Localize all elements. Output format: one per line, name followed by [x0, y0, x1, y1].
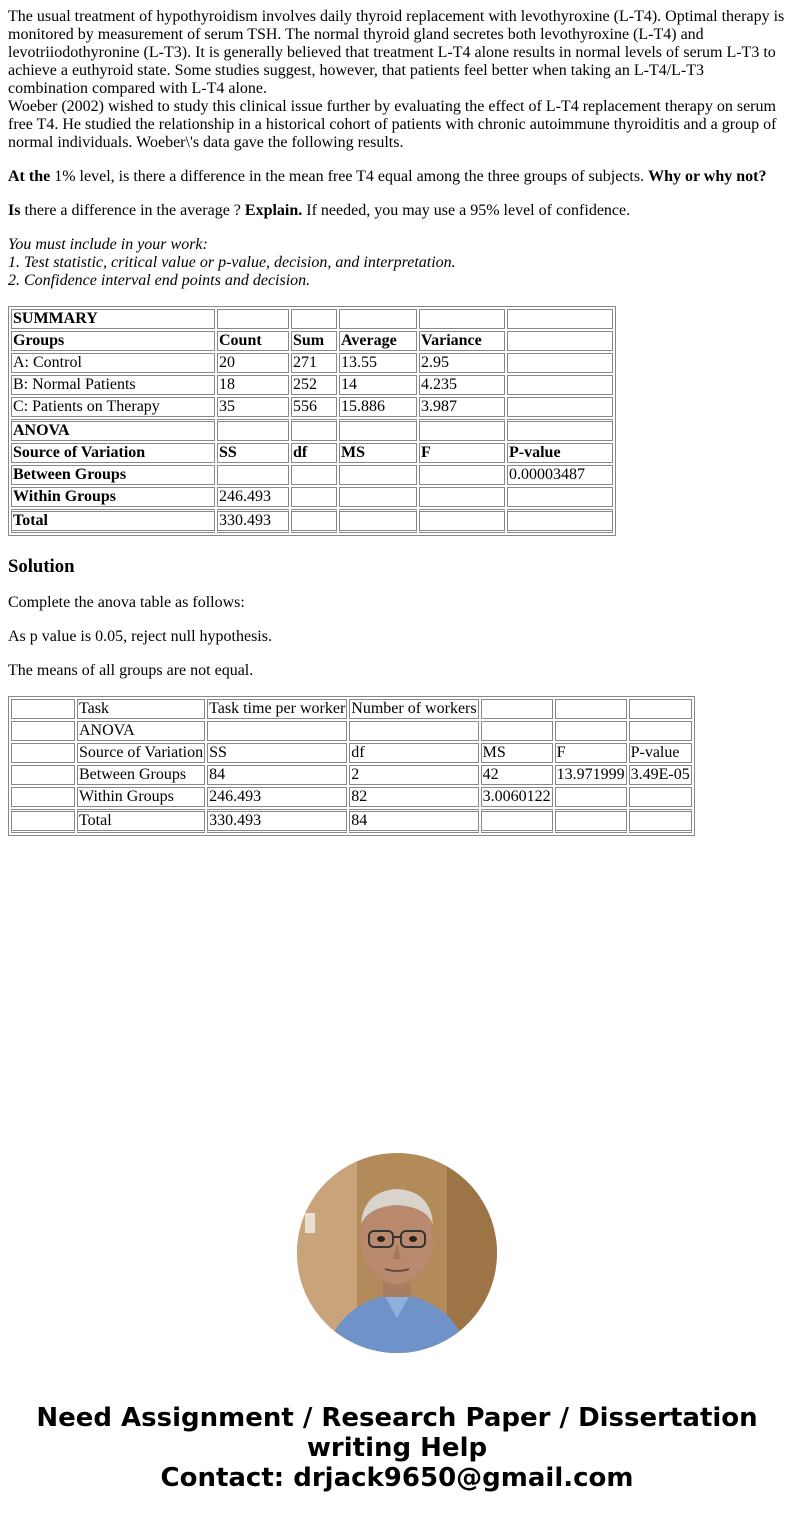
- table-cell: [419, 309, 505, 329]
- table-cell: B: Normal Patients: [11, 375, 215, 395]
- table-cell: SS: [217, 443, 289, 463]
- question-2-text: there a difference in the average ?: [20, 202, 245, 219]
- footer-line-1: Need Assignment / Research Paper / Dissertation: [36, 1403, 758, 1433]
- table-cell: [11, 743, 75, 763]
- table-cell: 3.49E-05: [630, 766, 690, 783]
- table-cell: [291, 487, 337, 507]
- table-cell: 2.95: [419, 353, 505, 373]
- table-cell: [629, 721, 692, 741]
- instruction-line-1: You must include in your work:: [8, 236, 208, 253]
- table-cell: 246.493: [217, 487, 289, 507]
- avatar: [297, 1153, 497, 1353]
- summary-anova-table: [8, 306, 616, 536]
- table-cell: 3.0060122: [482, 788, 551, 805]
- table-row: [11, 375, 613, 395]
- table-row: [11, 419, 613, 441]
- table-cell: Total: [77, 809, 205, 833]
- table-cell: ANOVA: [11, 419, 215, 441]
- table-cell: 13.971999: [556, 766, 625, 783]
- table-cell: 13.55: [339, 353, 417, 373]
- table-cell: [11, 721, 75, 741]
- table-row: [11, 787, 692, 807]
- table-cell: Between Groups: [77, 765, 205, 785]
- table-cell: 84: [207, 765, 347, 785]
- solution-paragraph-2: As p value is 0.05, reject null hypothesis.: [8, 628, 272, 645]
- table-cell: MS: [339, 443, 417, 463]
- instruction-line-3: 2. Confidence interval end points and decision.: [8, 272, 311, 289]
- table-cell: [629, 809, 692, 833]
- table-cell: [11, 809, 75, 833]
- table-row: [11, 331, 613, 351]
- table-cell: 0.00003487: [507, 465, 613, 485]
- table-cell: [629, 787, 692, 807]
- table-row: [11, 699, 692, 719]
- table-cell: [11, 765, 75, 785]
- table-cell: F: [419, 443, 505, 463]
- article: [8, 8, 786, 836]
- table-row: [11, 743, 692, 763]
- table-cell: 252: [291, 375, 337, 395]
- table-cell: Count: [217, 331, 289, 351]
- table-cell: 15.886: [339, 397, 417, 417]
- table-cell: [555, 699, 627, 719]
- table-row: [11, 397, 613, 417]
- solution-anova-table: [8, 696, 695, 836]
- footer-banner: [0, 1403, 794, 1493]
- table-cell: [419, 419, 505, 441]
- table-cell: SS: [207, 743, 347, 763]
- question-1-bold-start: At the: [8, 168, 51, 185]
- table-cell: [507, 487, 613, 507]
- table-cell: Variance: [419, 331, 505, 351]
- table-cell: [507, 331, 613, 351]
- question-2-text-end: If needed, you may use a 95% level of confidence.: [302, 202, 631, 219]
- table-cell: Source of Variation: [11, 443, 215, 463]
- solution-paragraph-1: Complete the anova table as follows:: [8, 594, 245, 611]
- table-row: [11, 353, 613, 373]
- solution-paragraph-3: The means of all groups are not equal.: [8, 662, 254, 679]
- solution-heading: Solution: [8, 556, 75, 577]
- question-2-bold-mid: Explain.: [244, 202, 303, 219]
- table-cell: 42: [481, 765, 553, 785]
- table-cell: Task time per worker: [209, 700, 346, 717]
- table-cell: [291, 465, 337, 485]
- table-cell: 2: [349, 765, 478, 785]
- table-cell: 330.493: [207, 809, 347, 833]
- table-cell: [217, 309, 289, 329]
- table-cell: 18: [217, 375, 289, 395]
- intro-paragraph-2: Woeber (2002) wished to study this clinical issue further by evaluating the effect of L-T4 replacement therapy on serum free T4. He studied the relationship in a historical cohort of patients with chronic autoimmune thyroiditis and a group of normal individuals. Woeber\'s data gave the following results.: [8, 98, 777, 151]
- table-cell: MS: [481, 743, 553, 763]
- table-cell: 84: [349, 809, 478, 833]
- table-cell: [507, 353, 613, 373]
- table-row: [11, 465, 613, 485]
- table-cell: ANOVA: [77, 721, 205, 741]
- table-cell: P-value: [629, 743, 692, 763]
- table-cell: [419, 465, 505, 485]
- table-cell: 556: [291, 397, 337, 417]
- intro-paragraph-1: The usual treatment of hypothyroidism involves daily thyroid replacement with levothyroxine (L-T4). Optimal therapy is monitored by measurement of serum TSH. The normal thyroid gland secretes both levothyroxine (L-T4) and levotriiodothyronine (L-T3). It is generally believed that treatment L-T4 alone results in normal levels of serum L-T3 to achieve a euthyroid state. Some studies suggest, however, that patients feel better when taking an L-T4/L-T3 combination compared with L-T4 alone.: [8, 8, 785, 97]
- table-cell: [481, 699, 553, 719]
- table-cell: [291, 509, 337, 533]
- table-cell: [507, 509, 613, 533]
- table-cell: Sum: [291, 331, 337, 351]
- table-cell: Groups: [11, 331, 215, 351]
- table-cell: Total: [11, 509, 215, 533]
- table-cell: [11, 787, 75, 807]
- table-cell: 35: [217, 397, 289, 417]
- table-row: [11, 509, 613, 533]
- instructions: [8, 236, 786, 290]
- table-cell: df: [291, 443, 337, 463]
- table-cell: [217, 419, 289, 441]
- table-cell: F: [555, 743, 627, 763]
- table-cell: [339, 309, 417, 329]
- table-cell: [339, 509, 417, 533]
- question-2-bold-start: Is: [8, 202, 21, 219]
- table-cell: 3.987: [419, 397, 505, 417]
- avatar-photo: [297, 1153, 497, 1353]
- table-cell: [291, 309, 337, 329]
- table-cell: Task: [77, 699, 205, 719]
- table-cell: df: [349, 743, 478, 763]
- table-cell: A: Control: [11, 353, 215, 373]
- footer-line-2: writing Help: [306, 1433, 488, 1463]
- table-cell: [507, 397, 613, 417]
- solution-body: [8, 594, 786, 680]
- question-1-text: 1% level, is there a difference in the mean free T4 equal among the three groups of subjects.: [50, 168, 649, 185]
- table-cell: [481, 809, 553, 833]
- table-cell: 4.235: [419, 375, 505, 395]
- table-cell: Within Groups: [77, 787, 205, 807]
- table-cell: 14: [339, 375, 417, 395]
- table-row: [11, 487, 613, 507]
- table-cell: [555, 809, 627, 833]
- table-cell: [217, 465, 289, 485]
- table-cell: [339, 487, 417, 507]
- table-cell: [419, 509, 505, 533]
- table-row: [11, 809, 692, 833]
- table-cell: [291, 419, 337, 441]
- table-cell: [207, 721, 347, 741]
- table-row: [11, 309, 613, 329]
- instruction-line-2: 1. Test statistic, critical value or p-value, decision, and interpretation.: [8, 254, 456, 271]
- table-cell: Between Groups: [11, 465, 215, 485]
- table-cell: 82: [349, 787, 478, 807]
- question-1: [8, 168, 786, 186]
- table-cell: Number of workers: [351, 700, 477, 717]
- table-cell: P-value: [507, 443, 613, 463]
- table-cell: [629, 699, 692, 719]
- table-cell: [339, 419, 417, 441]
- table-cell: 20: [217, 353, 289, 373]
- table-row: [11, 443, 613, 463]
- table-cell: [419, 487, 505, 507]
- table-cell: Source of Variation: [79, 744, 204, 761]
- table-cell: [555, 787, 627, 807]
- table-cell: [555, 721, 627, 741]
- table-cell: [507, 309, 613, 329]
- question-1-bold-end: Why or why not?: [648, 168, 767, 185]
- table-row: [11, 765, 692, 785]
- intro: [8, 8, 786, 152]
- table-cell: [507, 375, 613, 395]
- table-cell: 246.493: [207, 787, 347, 807]
- table-cell: Average: [339, 331, 417, 351]
- table-cell: SUMMARY: [11, 309, 215, 329]
- table-cell: Within Groups: [11, 487, 215, 507]
- table-cell: [481, 721, 553, 741]
- table-cell: [339, 465, 417, 485]
- table-cell: 330.493: [217, 509, 289, 533]
- table-cell: 271: [291, 353, 337, 373]
- table-cell: [507, 419, 613, 441]
- footer-line-3: Contact: drjack9650@gmail.com: [160, 1463, 634, 1493]
- table-cell: [11, 699, 75, 719]
- question-2: [8, 202, 786, 220]
- table-cell: [349, 721, 478, 741]
- table-cell: C: Patients on Therapy: [11, 397, 215, 417]
- table-row: [11, 721, 692, 741]
